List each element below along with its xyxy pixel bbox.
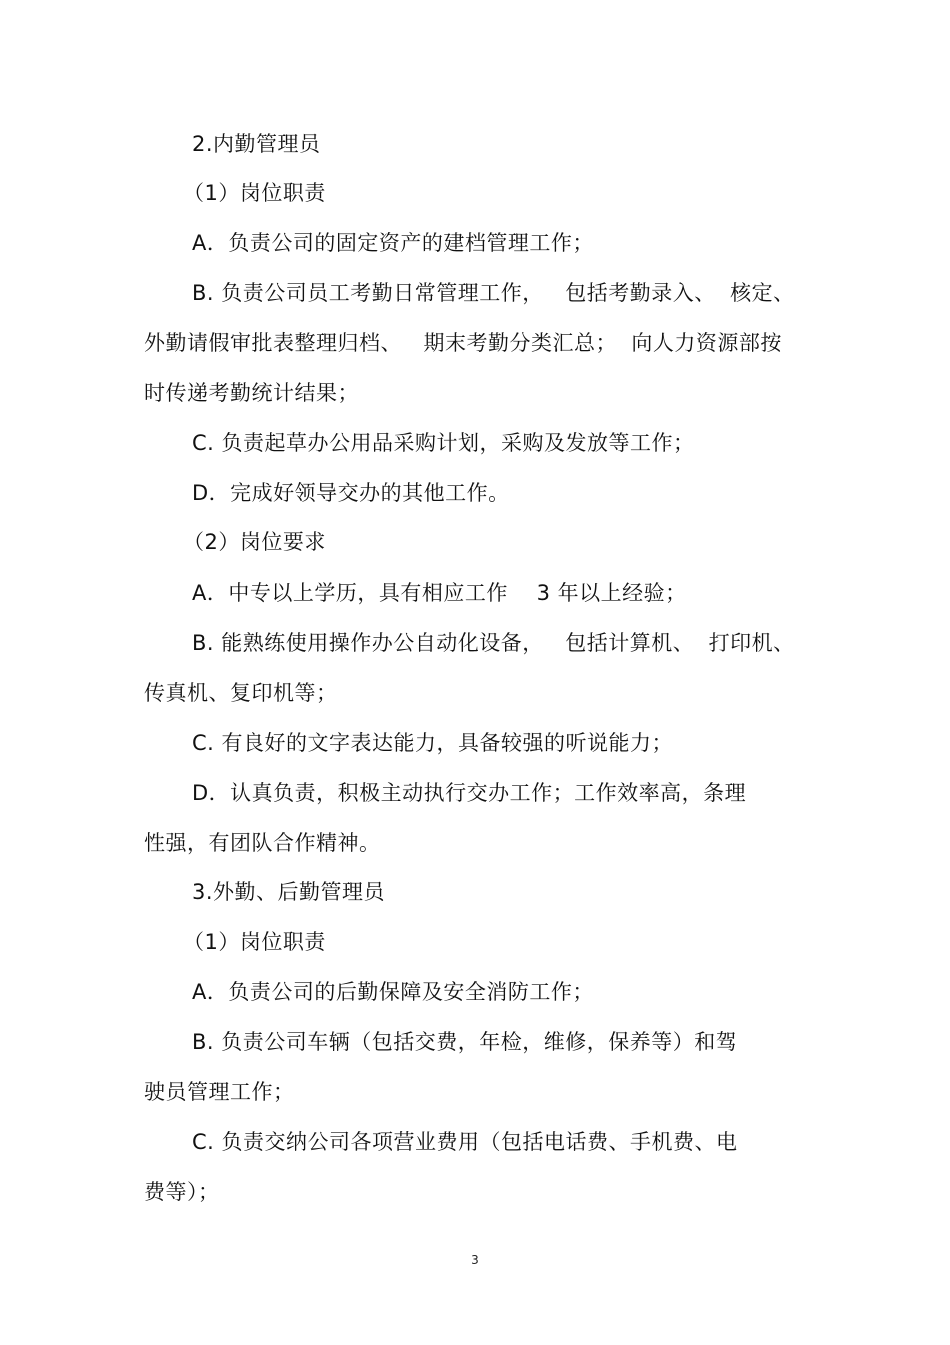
paragraph-line: A．负责公司的固定资产的建档管理工作； [192, 231, 594, 255]
paragraph-line: B. 负责公司员工考勤日常管理工作， 包括考勤录入、 核定、 [192, 281, 795, 305]
paragraph-line: C. 负责交纳公司各项营业费用（包括电话费、手机费、电 [192, 1130, 738, 1154]
paragraph-line: C. 有良好的文字表达能力，具备较强的听说能力； [192, 731, 674, 755]
paragraph-line: D．完成好领导交办的其他工作。 [192, 481, 510, 505]
section-heading-2: 2.内勤管理员 [192, 132, 321, 156]
paragraph-line: 费等）； [144, 1180, 220, 1204]
subsection-heading-duties: （1）岗位职责 [183, 181, 326, 205]
paragraph-line: 驶员管理工作； [144, 1080, 295, 1104]
paragraph-line: C. 负责起草办公用品采购计划，采购及发放等工作； [192, 431, 695, 455]
paragraph-line: 时传递考勤统计结果； [144, 381, 359, 405]
paragraph-line: A．负责公司的后勤保障及安全消防工作； [192, 980, 594, 1004]
page-number: 3 [471, 1253, 479, 1267]
subsection-heading-duties: （1）岗位职责 [183, 930, 326, 954]
paragraph-line: B. 负责公司车辆（包括交费，年检，维修，保养等）和驾 [192, 1030, 738, 1054]
paragraph-line: D．认真负责，积极主动执行交办工作；工作效率高，条理 [192, 781, 747, 805]
paragraph-line: 传真机、复印机等； [144, 681, 338, 705]
paragraph-line: A．中专以上学历，具有相应工作 3 年以上经验； [192, 581, 687, 605]
section-heading-3: 3.外勤、后勤管理员 [192, 880, 386, 904]
paragraph-line: B. 能熟练使用操作办公自动化设备， 包括计算机、 打印机、 [192, 631, 795, 655]
subsection-heading-requirements: （2）岗位要求 [183, 530, 326, 554]
paragraph-line: 性强，有团队合作精神。 [144, 831, 381, 855]
paragraph-line: 外勤请假审批表整理归档、 期末考勤分类汇总； 向人力资源部按 [144, 331, 782, 355]
